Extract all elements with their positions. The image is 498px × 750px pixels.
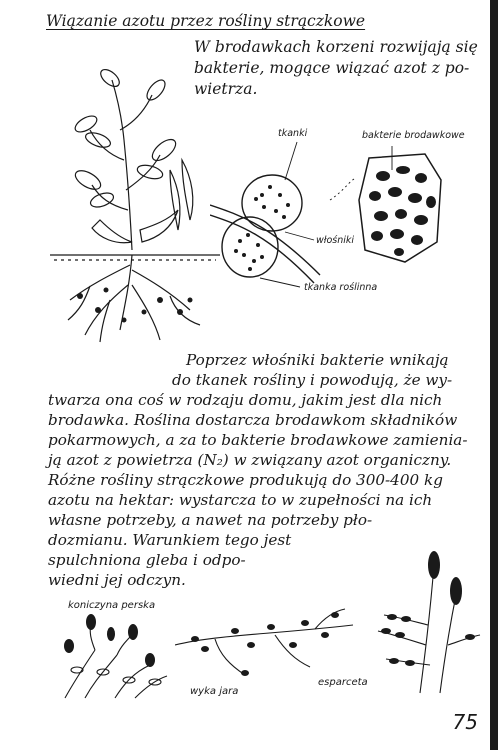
intro-line-3: wietrza. <box>194 80 258 98</box>
body-line-10: dozmianu. Warunkiem tego jest <box>48 531 292 549</box>
body-line-6: ją azot z powietrza (N₂) w związany azot organiczny. <box>48 451 452 469</box>
clover-illustration <box>55 610 175 700</box>
body-line-1: Poprzez włośniki bakterie wnikają <box>186 351 449 369</box>
body-line-9: własne potrzeby, a nawet na potrzeby pło- <box>48 511 373 529</box>
page-title: Wiązanie azotu przez rośliny strączkowe <box>46 12 366 30</box>
body-line-5: pokarmowych, a za to bakterie brodawkowe zamienia- <box>48 431 468 449</box>
label-koniczyna-perska: koniczyna perska <box>68 600 156 611</box>
vetch-illustration <box>175 605 355 685</box>
label-tkanka-roslinna: tkanka roślinna <box>304 282 378 293</box>
label-wyka-jara: wyka jara <box>190 686 239 697</box>
intro-line-2: bakterie, mogące wiązać azot z po- <box>194 59 470 77</box>
label-wlosniki: włośniki <box>316 235 355 246</box>
label-tkanki: tkanki <box>278 128 308 139</box>
body-line-12: wiedni jej odczyn. <box>48 571 186 589</box>
body-line-2: do tkanek rośliny i powodują, że wy- <box>172 371 453 389</box>
body-line-3: twarza ona coś w rodzaju domu, jakim jest dla nich <box>48 391 443 409</box>
label-esparceta: esparceta <box>318 677 368 688</box>
intro-line-1: W brodawkach korzeni rozwijają się <box>194 38 478 56</box>
sainfoin-illustration <box>370 545 485 695</box>
body-line-11: spulchniona gleba i odpo- <box>48 551 246 569</box>
body-line-4: brodawka. Roślina dostarcza brodawkom składników <box>48 411 458 429</box>
label-bakterie-brodawkowe: bakterie brodawkowe <box>362 130 465 141</box>
page-number: 75 <box>452 710 478 734</box>
body-line-7: Różne rośliny strączkowe produkują do 300-400 kg <box>48 471 443 489</box>
body-line-8: azotu na hektar: wystarcza to w zupełności na ich <box>48 491 433 509</box>
